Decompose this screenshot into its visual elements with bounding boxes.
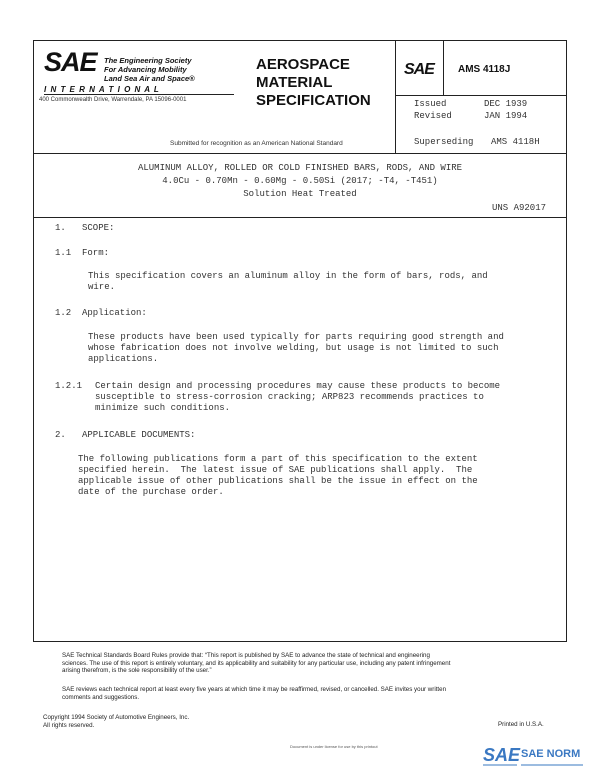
org-name-block bbox=[104, 56, 195, 83]
footer-review-line-1: SAE reviews each technical report at least every five years at which time it may be reaffirmed, revised, or cancelled. SAE invites your written bbox=[62, 686, 447, 693]
brand-norm-text: SAE NORM bbox=[521, 748, 581, 760]
international-label: I N T E R N A T I O N A L bbox=[44, 85, 234, 95]
revised-value: JAN 1994 bbox=[484, 111, 528, 121]
header-vertical-divider bbox=[395, 40, 396, 153]
document-title-line-3: Solution Heat Treated bbox=[243, 189, 357, 199]
section-1-1-text: This specification covers an aluminum alloy in the form of bars, rods, and wire. bbox=[88, 271, 488, 292]
footer-review bbox=[62, 686, 446, 701]
sae-norm-brand bbox=[483, 743, 588, 771]
section-1-1-heading: 1.1 Form: bbox=[55, 248, 110, 258]
header-divider bbox=[33, 153, 567, 154]
document-title-line-2: 4.0Cu - 0.70Mn - 0.60Mg - 0.50Si (2017; -T4, -T451) bbox=[162, 176, 438, 186]
section-1-2-text: These products have been used typically for parts requiring good strength and whose fabrication does not involve welding, but usage is not limited to such applications. bbox=[88, 332, 504, 364]
revised-label: Revised bbox=[414, 111, 452, 121]
footer-review-line-2: comments and suggestions. bbox=[62, 693, 140, 701]
rights-reserved: All rights reserved. bbox=[43, 721, 95, 729]
footer-rules-line-1: SAE Technical Standards Board Rules provide that: “This report is published by SAE to advance the state of technical and engineering bbox=[62, 652, 430, 659]
footer-rules-line-3: arising therefrom, is the sole responsibility of the user.” bbox=[62, 667, 212, 674]
doc-number-divider bbox=[395, 95, 567, 96]
footer-rules-line-2: sciences. The use of this report is entirely voluntary, and its applicability and suitability for any particular use, including any patent infringement bbox=[62, 659, 451, 667]
org-line-1: The Engineering Society bbox=[104, 56, 192, 65]
spec-title-line-1: AEROSPACE bbox=[256, 56, 350, 73]
org-line-2: For Advancing Mobility bbox=[104, 65, 187, 74]
sae-logo: SAE bbox=[44, 47, 97, 77]
section-1-2-1-text: Certain design and processing procedures may cause these products to become susceptible to stress-corrosion cracking; ARP823 recommends practices to minimize such conditions. bbox=[95, 381, 501, 413]
superseding-value: AMS 4118H bbox=[491, 137, 540, 147]
printed-in: Printed in U.S.A. bbox=[498, 721, 544, 728]
section-1-heading: 1. SCOPE: bbox=[55, 223, 115, 233]
superseding-label: Superseding bbox=[414, 137, 474, 147]
license-note: Document is under license for use by this printout bbox=[290, 744, 378, 749]
submitted-note: Submitted for recognition as an American National Standard bbox=[170, 140, 343, 147]
org-line-3: Land Sea Air and Space® bbox=[104, 74, 195, 83]
brand-sae-text: SAE bbox=[483, 745, 521, 765]
logo-box-divider bbox=[443, 40, 444, 95]
issued-label: Issued bbox=[414, 99, 447, 109]
spec-title-line-3: SPECIFICATION bbox=[256, 92, 371, 109]
spec-title-block bbox=[256, 56, 371, 110]
copyright-block bbox=[43, 714, 189, 729]
section-1-2-heading: 1.2 Application: bbox=[55, 308, 147, 318]
section-2-text: The following publications form a part of this specification to the extent specified herein. The latest issue of SAE publications shall apply. The applicable issue of other publications shall be the issue in effect on the date of the purchase order. bbox=[78, 454, 478, 497]
section-2-heading: 2. APPLICABLE DOCUMENTS: bbox=[55, 430, 196, 440]
title-divider bbox=[33, 217, 567, 218]
section-1-2-1-number: 1.2.1 bbox=[55, 381, 83, 391]
spec-title-line-2: MATERIAL bbox=[256, 74, 333, 91]
copyright: Copyright 1994 Society of Automotive Engineers, Inc. bbox=[43, 714, 190, 721]
doc-number: AMS 4118J bbox=[458, 64, 511, 75]
uns-number: UNS A92017 bbox=[492, 203, 547, 213]
address: 400 Commonwealth Drive, Warrendale, PA 15096-0001 bbox=[39, 97, 187, 103]
document-title-line-1: ALUMINUM ALLOY, ROLLED OR COLD FINISHED BARS, RODS, AND WIRE bbox=[137, 163, 463, 173]
footer-rules bbox=[62, 652, 450, 675]
sae-logo-small: SAE bbox=[404, 61, 434, 78]
issued-value: DEC 1939 bbox=[484, 99, 528, 109]
